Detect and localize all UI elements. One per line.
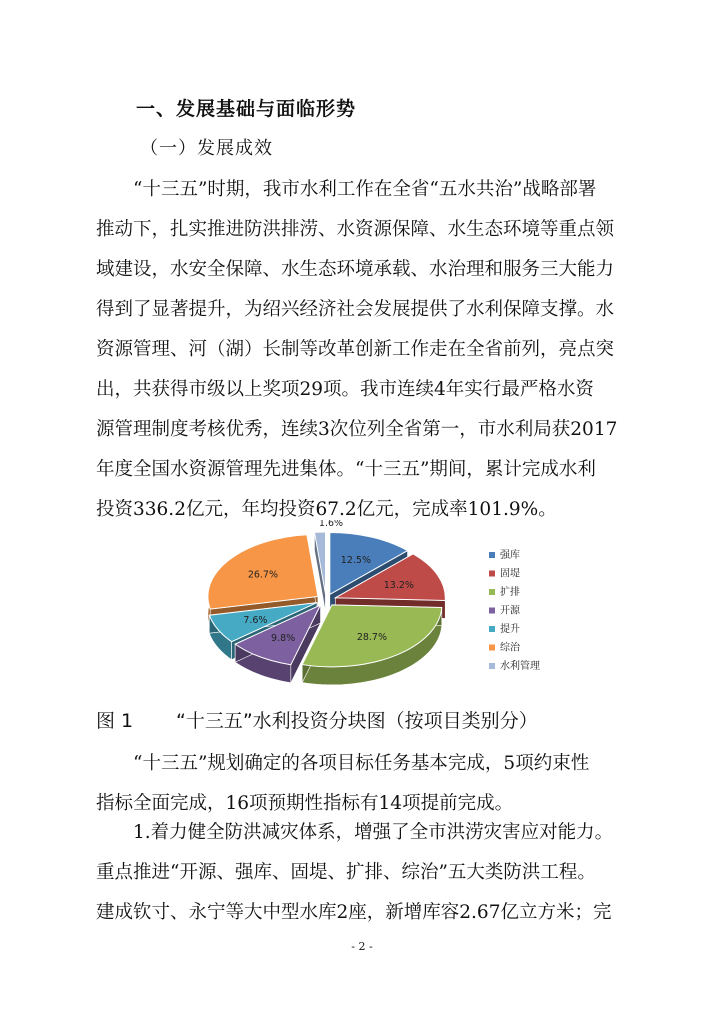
legend-label: 提升 [500,624,520,635]
figure-number: 图 1 [96,710,134,732]
legend-swatch [489,571,495,577]
text-line: “十三五”时期，我市水利工作在全省“五水共治”战略部署 [133,179,597,200]
pie-data-label: 26.7% [247,569,279,581]
section-heading: 一、发展基础与面临形势 [136,98,357,120]
text-line: 得到了显著提升，为绍兴经济社会发展提供了水利保障支撑。水 [96,299,615,320]
text-line: 指标全面完成，16项预期性指标有14项提前完成。 [96,793,514,814]
legend-swatch [489,626,495,632]
pie-data-label: 13.2% [383,579,414,591]
pie-data-label: 28.7% [356,631,388,643]
legend-swatch [489,663,495,669]
legend-label: 强库 [500,550,520,561]
text-line: 建成钦寸、永宁等大中型水库2座，新增库容2.67亿立方米；完 [96,902,612,923]
figure-title: “十三五”水利投资分块图（按项目类别分） [176,710,538,732]
text-line: 资源管理、河（湖）长制等改革创新工作走在全省前列，亮点突 [96,339,615,360]
text-line: 投资336.2亿元，年均投资67.2亿元，完成率101.9%。 [96,499,557,520]
text-line: 年度全国水资源管理先进集体。“十三五”期间，累计完成水利 [96,459,596,480]
figure-caption [96,706,538,733]
legend-swatch [489,608,495,614]
pie-data-label: 7.6% [243,615,268,627]
text-line: 推动下，扎实推进防洪排涝、水资源保障、水生态环境等重点领 [96,219,615,240]
pie-data-label: 1.6% [318,520,344,529]
paragraph-achievements [96,170,644,530]
page-number: - 2 - [351,940,373,953]
legend-swatch [489,645,495,651]
pie-data-label: 12.5% [340,554,371,566]
pie-data-label: 9.8% [271,633,296,645]
text-line: 出，共获得市级以上奖项29项。我市连续4年实行最严格水资 [96,379,594,400]
text-line: 源管理制度考核优秀，连续3次位列全省第一，市水利局获2017 [96,419,618,440]
legend-label: 开源 [500,605,520,617]
paragraph-targets [96,744,644,824]
investment-pie-chart [196,520,566,700]
legend-swatch [489,552,495,558]
text-line: 1.着力健全防洪减灾体系，增强了全市洪涝灾害应对能力。 [133,822,614,843]
legend-label: 固堤 [500,568,520,580]
text-line: “十三五”规划确定的各项目标任务基本完成，5项约束性 [133,753,590,774]
text-line: 域建设，水安全保障、水生态环境承载、水治理和服务三大能力 [96,259,615,280]
legend-label: 水利管理 [500,661,540,672]
paragraph-flood-control [96,813,644,933]
legend-swatch [489,589,495,595]
subsection-heading: （一）发展成效 [140,138,273,159]
legend-label: 扩排 [500,587,520,598]
text-line: 重点推进“开源、强库、固堤、扩排、综治”五大类防洪工程。 [96,862,596,883]
legend-label: 综治 [500,642,520,654]
